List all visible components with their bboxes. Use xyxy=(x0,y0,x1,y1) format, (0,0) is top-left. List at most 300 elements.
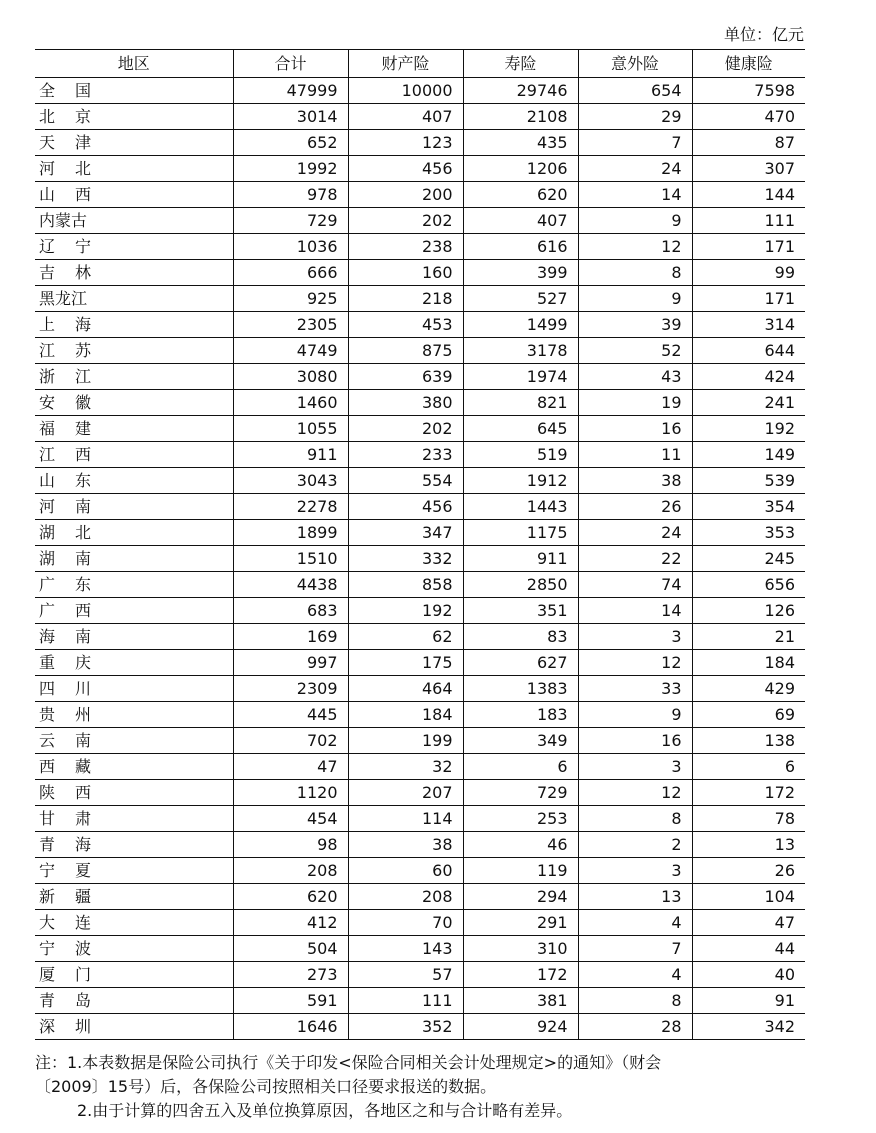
property-cell: 218 xyxy=(348,286,463,312)
accident-cell: 22 xyxy=(578,546,692,572)
accident-cell: 39 xyxy=(578,312,692,338)
region-name-part: 建 xyxy=(74,419,91,438)
accident-cell: 12 xyxy=(578,780,692,806)
health-cell: 353 xyxy=(692,520,805,546)
region-name-part: 林 xyxy=(74,263,91,282)
table-row xyxy=(35,520,805,546)
footnotes xyxy=(35,1051,835,1123)
region-cell xyxy=(35,702,233,728)
region-name-part: 国 xyxy=(74,81,91,100)
health-cell: 111 xyxy=(692,208,805,234)
table-row xyxy=(35,390,805,416)
total-cell: 1120 xyxy=(233,780,348,806)
region-cell xyxy=(35,416,233,442)
total-cell: 925 xyxy=(233,286,348,312)
health-cell: 245 xyxy=(692,546,805,572)
region-name-part: 肃 xyxy=(74,809,91,828)
region-name-part: 上 xyxy=(39,315,56,334)
property-cell: 639 xyxy=(348,364,463,390)
region-name-part: 甘 xyxy=(39,809,56,828)
region-name xyxy=(39,520,91,545)
health-cell: 26 xyxy=(692,858,805,884)
region-name-part: 连 xyxy=(74,913,91,932)
region-name xyxy=(39,546,91,571)
accident-cell: 8 xyxy=(578,260,692,286)
total-cell: 620 xyxy=(233,884,348,910)
region-name-part: 河 xyxy=(39,159,56,178)
life-cell: 821 xyxy=(463,390,578,416)
region-name-part: 河 xyxy=(39,497,56,516)
region-name-part: 海 xyxy=(74,835,91,854)
region-name xyxy=(39,312,91,337)
life-cell: 645 xyxy=(463,416,578,442)
region-name xyxy=(39,806,91,831)
table-row xyxy=(35,442,805,468)
property-cell: 175 xyxy=(348,650,463,676)
total-cell: 47 xyxy=(233,754,348,780)
health-cell: 314 xyxy=(692,312,805,338)
property-cell: 111 xyxy=(348,988,463,1014)
table-row xyxy=(35,78,805,104)
region-name-part: 南 xyxy=(74,627,91,646)
accident-cell: 52 xyxy=(578,338,692,364)
life-cell: 1443 xyxy=(463,494,578,520)
region-cell xyxy=(35,858,233,884)
property-cell: 352 xyxy=(348,1014,463,1040)
total-cell: 504 xyxy=(233,936,348,962)
total-cell: 591 xyxy=(233,988,348,1014)
total-cell: 911 xyxy=(233,442,348,468)
property-cell: 10000 xyxy=(348,78,463,104)
total-cell: 2278 xyxy=(233,494,348,520)
life-cell: 1383 xyxy=(463,676,578,702)
table-row xyxy=(35,962,805,988)
property-cell: 456 xyxy=(348,156,463,182)
region-name-part: 海 xyxy=(39,627,56,646)
accident-cell: 19 xyxy=(578,390,692,416)
total-cell: 412 xyxy=(233,910,348,936)
region-name xyxy=(39,676,91,701)
life-cell: 2108 xyxy=(463,104,578,130)
health-cell: 6 xyxy=(692,754,805,780)
health-cell: 644 xyxy=(692,338,805,364)
property-cell: 554 xyxy=(348,468,463,494)
region-name-part: 徽 xyxy=(74,393,91,412)
footnote-2: 2.由于计算的四舍五入及单位换算原因，各地区之和与合计略有差异。 xyxy=(77,1101,573,1120)
region-name-part: 宁 xyxy=(74,237,91,256)
region-name xyxy=(39,962,91,987)
region-name xyxy=(39,936,91,961)
table-row xyxy=(35,104,805,130)
region-name-part: 西 xyxy=(74,601,91,620)
region-name xyxy=(39,390,91,415)
life-cell: 83 xyxy=(463,624,578,650)
total-cell: 729 xyxy=(233,208,348,234)
life-cell: 1974 xyxy=(463,364,578,390)
life-cell: 294 xyxy=(463,884,578,910)
region-name xyxy=(39,234,91,259)
region-name-part: 山 xyxy=(39,471,56,490)
region-cell xyxy=(35,546,233,572)
region-name-part: 黑龙江 xyxy=(39,289,88,308)
health-cell: 69 xyxy=(692,702,805,728)
table-row xyxy=(35,260,805,286)
region-name xyxy=(39,780,91,805)
property-cell: 858 xyxy=(348,572,463,598)
total-cell: 47999 xyxy=(233,78,348,104)
total-cell: 666 xyxy=(233,260,348,286)
health-cell: 40 xyxy=(692,962,805,988)
property-cell: 62 xyxy=(348,624,463,650)
accident-cell: 654 xyxy=(578,78,692,104)
region-name xyxy=(39,624,91,649)
region-cell xyxy=(35,338,233,364)
accident-cell: 24 xyxy=(578,520,692,546)
property-cell: 407 xyxy=(348,104,463,130)
region-name xyxy=(39,572,91,597)
life-cell: 1206 xyxy=(463,156,578,182)
life-cell: 29746 xyxy=(463,78,578,104)
health-cell: 307 xyxy=(692,156,805,182)
health-cell: 44 xyxy=(692,936,805,962)
table-row xyxy=(35,208,805,234)
health-cell: 47 xyxy=(692,910,805,936)
region-cell xyxy=(35,1014,233,1040)
region-name xyxy=(39,832,91,857)
region-name-part: 江 xyxy=(39,445,56,464)
region-name-part: 西 xyxy=(74,783,91,802)
region-name-part: 西 xyxy=(74,445,91,464)
region-name xyxy=(39,286,91,311)
table-row xyxy=(35,416,805,442)
life-cell: 924 xyxy=(463,1014,578,1040)
accident-cell: 28 xyxy=(578,1014,692,1040)
accident-cell: 3 xyxy=(578,754,692,780)
health-cell: 87 xyxy=(692,130,805,156)
region-cell xyxy=(35,676,233,702)
insurance-premium-table xyxy=(35,49,805,1040)
health-cell: 354 xyxy=(692,494,805,520)
region-name-part: 南 xyxy=(74,731,91,750)
region-name-part: 川 xyxy=(74,679,91,698)
region-name xyxy=(39,494,91,519)
accident-cell: 4 xyxy=(578,962,692,988)
region-name-part: 京 xyxy=(74,107,91,126)
region-name-part: 山 xyxy=(39,185,56,204)
health-cell: 7598 xyxy=(692,78,805,104)
region-cell xyxy=(35,598,233,624)
region-name-part: 天 xyxy=(39,133,56,152)
property-cell: 456 xyxy=(348,494,463,520)
total-cell: 997 xyxy=(233,650,348,676)
region-name-part: 津 xyxy=(74,133,91,152)
total-cell: 445 xyxy=(233,702,348,728)
region-name xyxy=(39,156,91,181)
health-cell: 429 xyxy=(692,676,805,702)
health-cell: 342 xyxy=(692,1014,805,1040)
life-cell: 172 xyxy=(463,962,578,988)
table-row xyxy=(35,286,805,312)
accident-cell: 13 xyxy=(578,884,692,910)
region-name-part: 江 xyxy=(39,341,56,360)
health-cell: 184 xyxy=(692,650,805,676)
table-row xyxy=(35,598,805,624)
region-name-part: 湖 xyxy=(39,523,56,542)
total-cell: 1055 xyxy=(233,416,348,442)
region-name-part: 吉 xyxy=(39,263,56,282)
accident-cell: 2 xyxy=(578,832,692,858)
region-name-part: 广 xyxy=(39,575,56,594)
table-row xyxy=(35,702,805,728)
table-row xyxy=(35,780,805,806)
region-name-part: 庆 xyxy=(74,653,91,672)
region-cell xyxy=(35,936,233,962)
region-cell xyxy=(35,182,233,208)
region-name xyxy=(39,260,91,285)
region-name-part: 海 xyxy=(74,315,91,334)
region-name-part: 波 xyxy=(74,939,91,958)
region-cell xyxy=(35,572,233,598)
total-cell: 1646 xyxy=(233,1014,348,1040)
region-name-part: 大 xyxy=(39,913,56,932)
table-row xyxy=(35,234,805,260)
region-name xyxy=(39,442,91,467)
property-cell: 202 xyxy=(348,208,463,234)
table-row xyxy=(35,546,805,572)
total-cell: 3080 xyxy=(233,364,348,390)
region-name-part: 新 xyxy=(39,887,56,906)
region-name-part: 北 xyxy=(74,159,91,178)
region-name xyxy=(39,364,91,389)
health-cell: 424 xyxy=(692,364,805,390)
health-cell: 126 xyxy=(692,598,805,624)
region-name-part: 东 xyxy=(74,471,91,490)
table-row xyxy=(35,754,805,780)
life-cell: 310 xyxy=(463,936,578,962)
region-name-part: 北 xyxy=(39,107,56,126)
region-cell xyxy=(35,286,233,312)
life-cell: 2850 xyxy=(463,572,578,598)
life-cell: 627 xyxy=(463,650,578,676)
region-name-part: 浙 xyxy=(39,367,56,386)
region-name xyxy=(39,130,91,155)
region-name-part: 青 xyxy=(39,835,56,854)
total-cell: 3014 xyxy=(233,104,348,130)
region-name-part: 全 xyxy=(39,81,56,100)
region-cell xyxy=(35,624,233,650)
property-cell: 184 xyxy=(348,702,463,728)
header-life-insurance: 寿险 xyxy=(463,50,578,78)
region-cell xyxy=(35,988,233,1014)
accident-cell: 7 xyxy=(578,130,692,156)
region-name-part: 州 xyxy=(74,705,91,724)
region-name-part: 岛 xyxy=(74,991,91,1010)
life-cell: 253 xyxy=(463,806,578,832)
property-cell: 464 xyxy=(348,676,463,702)
region-name xyxy=(39,1014,91,1039)
property-cell: 208 xyxy=(348,884,463,910)
region-name xyxy=(39,702,91,727)
region-cell xyxy=(35,754,233,780)
region-name-part: 南 xyxy=(74,549,91,568)
region-name-part: 广 xyxy=(39,601,56,620)
property-cell: 347 xyxy=(348,520,463,546)
region-name-part: 青 xyxy=(39,991,56,1010)
property-cell: 38 xyxy=(348,832,463,858)
accident-cell: 12 xyxy=(578,650,692,676)
life-cell: 183 xyxy=(463,702,578,728)
life-cell: 911 xyxy=(463,546,578,572)
total-cell: 454 xyxy=(233,806,348,832)
table-row xyxy=(35,494,805,520)
region-name xyxy=(39,598,91,623)
region-cell xyxy=(35,910,233,936)
total-cell: 1992 xyxy=(233,156,348,182)
accident-cell: 9 xyxy=(578,286,692,312)
region-name xyxy=(39,208,91,233)
region-name-part: 苏 xyxy=(74,341,91,360)
unit-label: 单位：亿元 xyxy=(723,25,804,44)
region-name-part: 内蒙古 xyxy=(39,211,88,230)
property-cell: 332 xyxy=(348,546,463,572)
region-name-part: 宁 xyxy=(39,939,56,958)
header-accident-insurance: 意外险 xyxy=(578,50,692,78)
accident-cell: 7 xyxy=(578,936,692,962)
region-cell xyxy=(35,156,233,182)
life-cell: 527 xyxy=(463,286,578,312)
table-row xyxy=(35,156,805,182)
region-cell xyxy=(35,806,233,832)
health-cell: 13 xyxy=(692,832,805,858)
region-cell xyxy=(35,832,233,858)
total-cell: 652 xyxy=(233,130,348,156)
region-cell xyxy=(35,442,233,468)
region-name-part: 陕 xyxy=(39,783,56,802)
life-cell: 1499 xyxy=(463,312,578,338)
region-name xyxy=(39,182,91,207)
property-cell: 192 xyxy=(348,598,463,624)
footnote-1: 注：1.本表数据是保险公司执行《关于印发<保险合同相关会计处理规定>的通知》（财会 xyxy=(35,1053,662,1072)
region-name xyxy=(39,78,91,103)
table-row xyxy=(35,650,805,676)
life-cell: 351 xyxy=(463,598,578,624)
life-cell: 407 xyxy=(463,208,578,234)
table-row xyxy=(35,1014,805,1040)
region-name xyxy=(39,338,91,363)
total-cell: 2309 xyxy=(233,676,348,702)
property-cell: 233 xyxy=(348,442,463,468)
life-cell: 519 xyxy=(463,442,578,468)
accident-cell: 16 xyxy=(578,416,692,442)
total-cell: 1460 xyxy=(233,390,348,416)
region-cell xyxy=(35,728,233,754)
health-cell: 172 xyxy=(692,780,805,806)
accident-cell: 14 xyxy=(578,598,692,624)
health-cell: 138 xyxy=(692,728,805,754)
total-cell: 208 xyxy=(233,858,348,884)
region-cell xyxy=(35,104,233,130)
region-cell xyxy=(35,208,233,234)
total-cell: 4438 xyxy=(233,572,348,598)
table-row xyxy=(35,338,805,364)
region-name xyxy=(39,884,91,909)
total-cell: 683 xyxy=(233,598,348,624)
header-health-insurance: 健康险 xyxy=(692,50,805,78)
table-row xyxy=(35,468,805,494)
health-cell: 656 xyxy=(692,572,805,598)
property-cell: 875 xyxy=(348,338,463,364)
accident-cell: 29 xyxy=(578,104,692,130)
total-cell: 1899 xyxy=(233,520,348,546)
total-cell: 2305 xyxy=(233,312,348,338)
accident-cell: 43 xyxy=(578,364,692,390)
region-name xyxy=(39,468,91,493)
health-cell: 99 xyxy=(692,260,805,286)
property-cell: 60 xyxy=(348,858,463,884)
life-cell: 119 xyxy=(463,858,578,884)
property-cell: 453 xyxy=(348,312,463,338)
property-cell: 380 xyxy=(348,390,463,416)
region-name xyxy=(39,988,91,1013)
accident-cell: 8 xyxy=(578,988,692,1014)
health-cell: 149 xyxy=(692,442,805,468)
footnote-1-continued: 〔2009〕15号）后，各保险公司按照相关口径要求报送的数据。 xyxy=(35,1077,497,1096)
life-cell: 3178 xyxy=(463,338,578,364)
life-cell: 381 xyxy=(463,988,578,1014)
property-cell: 32 xyxy=(348,754,463,780)
region-name-part: 东 xyxy=(74,575,91,594)
health-cell: 171 xyxy=(692,286,805,312)
region-name-part: 辽 xyxy=(39,237,56,256)
health-cell: 21 xyxy=(692,624,805,650)
table-row xyxy=(35,936,805,962)
region-cell xyxy=(35,884,233,910)
total-cell: 978 xyxy=(233,182,348,208)
table-row xyxy=(35,806,805,832)
property-cell: 143 xyxy=(348,936,463,962)
accident-cell: 24 xyxy=(578,156,692,182)
accident-cell: 14 xyxy=(578,182,692,208)
table-row xyxy=(35,312,805,338)
total-cell: 4749 xyxy=(233,338,348,364)
region-name-part: 疆 xyxy=(74,887,91,906)
total-cell: 98 xyxy=(233,832,348,858)
accident-cell: 9 xyxy=(578,702,692,728)
accident-cell: 38 xyxy=(578,468,692,494)
region-name xyxy=(39,728,91,753)
health-cell: 171 xyxy=(692,234,805,260)
table-body xyxy=(35,78,805,1040)
property-cell: 123 xyxy=(348,130,463,156)
property-cell: 200 xyxy=(348,182,463,208)
region-name xyxy=(39,754,91,779)
life-cell: 291 xyxy=(463,910,578,936)
accident-cell: 33 xyxy=(578,676,692,702)
health-cell: 241 xyxy=(692,390,805,416)
property-cell: 207 xyxy=(348,780,463,806)
life-cell: 616 xyxy=(463,234,578,260)
life-cell: 399 xyxy=(463,260,578,286)
accident-cell: 12 xyxy=(578,234,692,260)
region-cell xyxy=(35,520,233,546)
property-cell: 114 xyxy=(348,806,463,832)
total-cell: 702 xyxy=(233,728,348,754)
health-cell: 470 xyxy=(692,104,805,130)
region-cell xyxy=(35,130,233,156)
region-name xyxy=(39,104,91,129)
table-row xyxy=(35,832,805,858)
region-name-part: 贵 xyxy=(39,705,56,724)
